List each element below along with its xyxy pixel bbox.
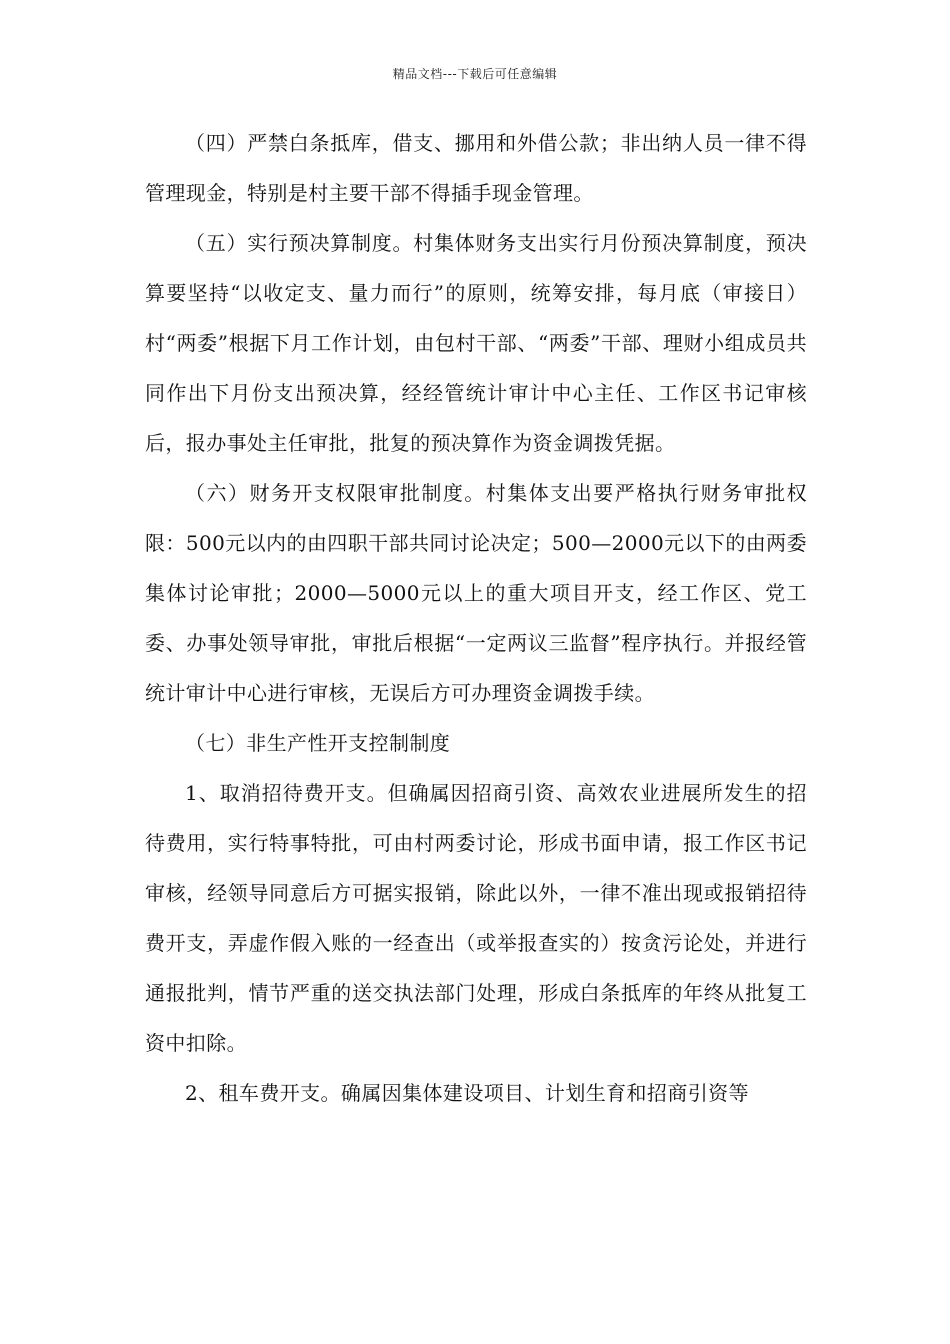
paragraph-7-heading: （七）非生产性开支控制制度	[185, 731, 451, 755]
paragraph-4-cash-management: （四）严禁白条抵库，借支、挪用和外借公款；非出纳人员一律不得管理现金，特别是村主要干部不得插手现金管理。	[145, 131, 807, 205]
paragraph-6-approval-authority: （六）财务开支权限审批制度。村集体支出要严格执行财务审批权限：500元以内的由四职干部共同讨论决定；500—2000元以下的由两委集体讨论审批；2000—5000元以上的重大项目开支，经工作区、党工委、办事处领导审批，审批后根据“一定两议三监督”程序执行。并报经管统计审计中心进行审核，无误后方可办理资金调拨手续。	[145, 481, 807, 705]
document-body	[145, 118, 807, 1118]
paragraph-item-1-hospitality: 1、取消招待费开支。但确属因招商引资、高效农业进展所发生的招待费用，实行特事特批，可由村两委讨论，形成书面申请，报工作区书记审核，经领导同意后方可据实报销，除此以外，一律不准出现或报销招待费开支，弄虚作假入账的一经查出（或举报查实的）按贪污论处，并进行通报批判，情节严重的送交执法部门处理，形成白条抵库的年终从批复工资中扣除。	[145, 781, 807, 1055]
paragraph-5-budget-system: （五）实行预决算制度。村集体财务支出实行月份预决算制度，预决算要坚持“以收定支、量力而行”的原则，统筹安排，每月底（审接日）村“两委”根据下月工作计划，由包村干部、“两委”干部、理财小组成员共同作出下月份支出预决算，经经管统计审计中心主任、工作区书记审核后，报办事处主任审批，批复的预决算作为资金调拨凭据。	[145, 231, 807, 455]
page-header: 精品文档---下载后可任意编辑	[392, 67, 558, 81]
paragraph-item-2-car-rental: 2、租车费开支。确属因集体建设项目、计划生育和招商引资等	[185, 1081, 749, 1105]
